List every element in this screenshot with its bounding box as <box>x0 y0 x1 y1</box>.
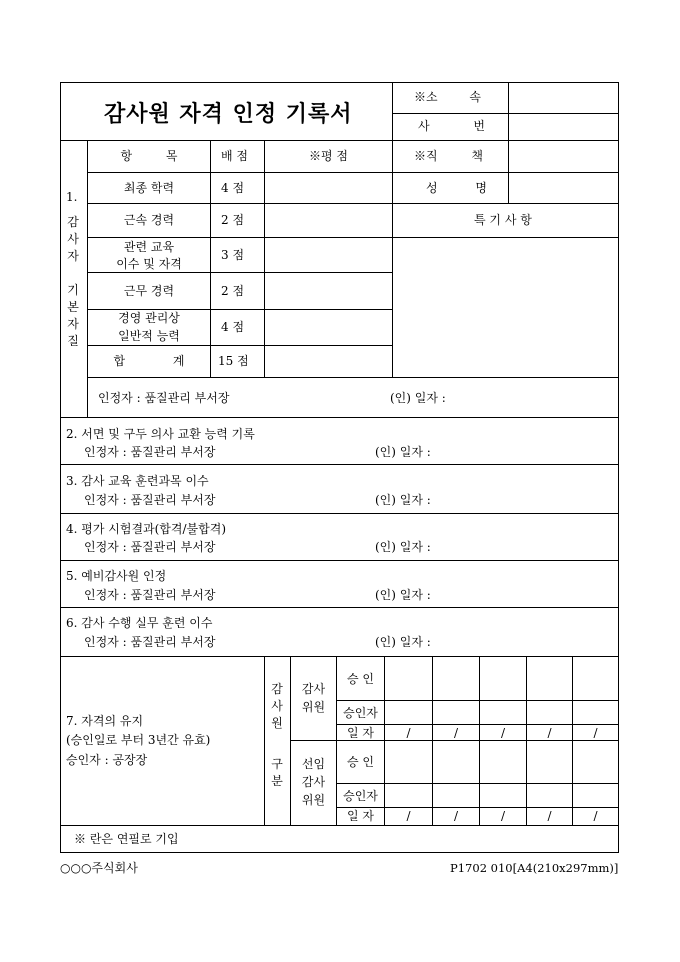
row-points: 2 점 <box>221 284 245 298</box>
section-title: 4. 평가 시험결과(합격/불합격) <box>66 522 226 536</box>
section-approver: 인정자 : 품질관리 부서장 <box>84 445 216 459</box>
col-header-points: 배 점 <box>221 149 248 163</box>
pencil-note: ※ 란은 연필로 기입 <box>74 832 179 846</box>
section7-title: 7. 자격의 유지 <box>66 714 144 728</box>
group-lead-auditor-label: 감사 <box>301 775 326 789</box>
row-approve-label: 승 인 <box>347 755 374 769</box>
form-title: 감사원 자격 인정 기록서 <box>104 101 353 127</box>
section-seal-date: (인) 일자 : <box>375 540 431 554</box>
total-score-cell[interactable] <box>265 346 392 377</box>
col-header-item: 항 목 <box>120 149 178 163</box>
date-slash: / <box>500 809 506 823</box>
group-lead-auditor-label: 위원 <box>301 793 326 807</box>
total-label: 합 계 <box>113 354 185 368</box>
date-slash: / <box>547 809 552 823</box>
date-slash: / <box>453 726 459 740</box>
section7-subtitle: (승인일로 부터 3년간 유효) <box>66 733 211 747</box>
position-value[interactable] <box>509 141 618 172</box>
section-approver: 인정자 : 품질관리 부서장 <box>84 635 216 649</box>
score-cell[interactable] <box>265 310 392 345</box>
row-item-label: 최종 학력 <box>123 181 175 195</box>
section-seal-date: (인) 일자 : <box>375 493 431 507</box>
remarks-field[interactable] <box>393 238 618 377</box>
row-points: 4 점 <box>221 181 245 195</box>
row-item-label: 관련 교육 <box>123 240 175 254</box>
row-item-label: 일반적 능력 <box>118 329 180 343</box>
section1-side-label: 감 사 자 기 본 자 질 <box>67 215 79 348</box>
group-auditor-label: 위원 <box>301 700 326 714</box>
section-seal-date: (인) 일자 : <box>375 588 431 602</box>
section-title: 3. 감사 교육 훈련과목 이수 <box>66 474 209 488</box>
row-item-label: 이수 및 자격 <box>116 257 182 271</box>
name-label: 성 명 <box>426 181 487 195</box>
score-cell[interactable] <box>265 204 392 237</box>
section-approver: 인정자 : 품질관리 부서장 <box>84 588 216 602</box>
row-points: 2 점 <box>221 213 245 227</box>
score-cell[interactable] <box>265 238 392 272</box>
section-approver: 인정자 : 품질관리 부서장 <box>84 540 216 554</box>
employee-no-value[interactable] <box>509 114 618 140</box>
position-label: ※직 책 <box>414 149 483 163</box>
section-title: 5. 예비감사원 인정 <box>66 569 167 583</box>
section-title: 2. 서면 및 구두 의사 교환 능력 기록 <box>66 427 255 441</box>
company-name: ○○○주식회사 <box>60 861 138 875</box>
col-header-score: ※평 점 <box>309 149 348 163</box>
section-approver: 인정자 : 품질관리 부서장 <box>84 493 216 507</box>
belong-value[interactable] <box>509 83 618 113</box>
row-date-label: 일 자 <box>347 726 374 740</box>
group-lead-auditor-label: 선임 <box>301 757 326 771</box>
row-approver-label: 승인자 <box>343 789 378 803</box>
group-auditor-label: 감사 <box>301 682 326 696</box>
score-cell[interactable] <box>265 273 392 309</box>
date-slash: / <box>453 809 459 823</box>
row-item-label: 근속 경력 <box>123 213 175 227</box>
remarks-label: 특 기 사 항 <box>474 213 532 227</box>
name-value[interactable] <box>509 173 618 203</box>
row-date-label: 일 자 <box>347 809 374 823</box>
employee-no-label: 사 번 <box>418 119 485 133</box>
section-seal-date: (인) 일자 : <box>375 635 431 649</box>
row-points: 4 점 <box>221 320 245 334</box>
date-slash: / <box>547 726 552 740</box>
section1-seal-date: (인) 일자 : <box>390 391 446 405</box>
row-item-label: 경영 관리상 <box>118 311 180 325</box>
total-points: 15 점 <box>218 354 249 368</box>
date-slash: / <box>406 809 411 823</box>
date-slash: / <box>406 726 411 740</box>
row-approver-label: 승인자 <box>343 706 378 720</box>
section-seal-date: (인) 일자 : <box>375 445 431 459</box>
section-title: 6. 감사 수행 실무 훈련 이수 <box>66 616 213 630</box>
belong-label: ※소 속 <box>414 90 481 104</box>
date-slash: / <box>593 809 598 823</box>
row-points: 3 점 <box>221 248 245 262</box>
row-approve-label: 승 인 <box>347 672 374 686</box>
section1-approver: 인정자 : 품질관리 부서장 <box>98 391 230 405</box>
score-cell[interactable] <box>265 173 392 203</box>
date-slash: / <box>593 726 598 740</box>
row-item-label: 근무 경력 <box>123 284 175 298</box>
section1-number: 1. <box>66 190 78 204</box>
section7-approver: 승인자 : 공장장 <box>66 753 148 767</box>
date-slash: / <box>500 726 506 740</box>
form-code: P1702 010[A4(210x297mm)] <box>450 861 619 875</box>
auditor-category-label: 감 사 원 구 분 <box>271 682 283 788</box>
